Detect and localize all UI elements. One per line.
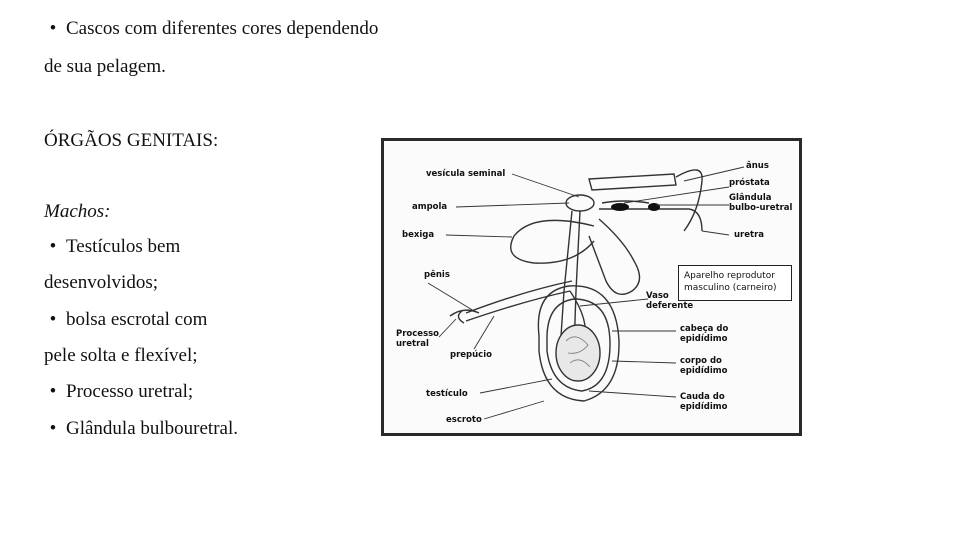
text-line: de sua pelagem.: [44, 56, 166, 77]
label-corpo-line2: epidídimo: [680, 366, 728, 376]
label-vesicula-seminal: vesícula seminal: [426, 169, 506, 179]
label-cabeca-line1: cabeça do: [680, 324, 729, 334]
label-escroto: escroto: [446, 415, 482, 425]
caption-line: masculino (carneiro): [684, 283, 777, 293]
label-processo-line1: Processo: [396, 329, 440, 339]
label-penis: pênis: [424, 270, 450, 280]
figure-caption: [678, 265, 792, 301]
bullet-item-glandula: [44, 418, 238, 440]
prostate-gland: [611, 203, 629, 211]
label-cauda-line2: epidídimo: [680, 402, 728, 412]
label-prepucio: prepúcio: [450, 350, 492, 360]
testis-shape: [556, 325, 600, 381]
bullet-icon: •: [49, 18, 57, 39]
label-uretra: uretra: [734, 230, 764, 240]
bullet-item-cascos: [44, 18, 378, 40]
pelvic-outline: [676, 170, 702, 231]
subsection-heading: Machos:: [44, 201, 111, 222]
bladder-shape: [511, 220, 594, 263]
label-cabeca-line2: epidídimo: [680, 334, 728, 344]
label-glandula-line1: Glândula: [729, 193, 772, 203]
label-prostata: próstata: [729, 178, 770, 188]
urethral-process: [450, 310, 479, 316]
text-line: pele solta e flexível;: [44, 345, 198, 366]
label-testiculo: testículo: [426, 389, 468, 399]
text-line: Glândula bulbouretral.: [66, 418, 239, 439]
text-line: desenvolvidos;: [44, 272, 158, 293]
anatomy-diagram: [381, 138, 802, 436]
label-glandula-line2: bulbo-uretral: [729, 203, 793, 213]
bullet-item-testiculos: [44, 236, 180, 258]
label-processo-line2: uretral: [396, 339, 429, 349]
bullet-icon: •: [49, 309, 57, 330]
bullet-icon: •: [49, 381, 57, 402]
text-line: bolsa escrotal com: [66, 309, 208, 330]
label-cauda-line1: Cauda do: [680, 392, 725, 402]
label-corpo-line1: corpo do: [680, 356, 722, 366]
vas-deferens-loop: [589, 219, 640, 294]
label-anus: ânus: [746, 161, 769, 171]
ampulla-shape: [566, 195, 594, 211]
text-line: Processo uretral;: [66, 381, 194, 402]
text-line: Testículos bem: [66, 236, 181, 257]
text-line: Cascos com diferentes cores dependendo: [66, 18, 379, 39]
label-vaso-line2: deferente: [646, 301, 694, 311]
rectum-shape: [589, 174, 676, 190]
bullet-item-bolsa: [44, 309, 207, 331]
label-vaso-line1: Vaso: [646, 291, 669, 301]
bullet-icon: •: [49, 236, 57, 257]
caption-line: Aparelho reprodutor: [684, 271, 775, 281]
label-ampola: ampola: [412, 202, 448, 212]
label-bexiga: bexiga: [402, 230, 435, 240]
bulbourethral-gland: [648, 203, 660, 211]
section-heading: ÓRGÃOS GENITAIS:: [44, 130, 219, 151]
bullet-item-processo: [44, 381, 193, 403]
bullet-icon: •: [49, 418, 57, 439]
